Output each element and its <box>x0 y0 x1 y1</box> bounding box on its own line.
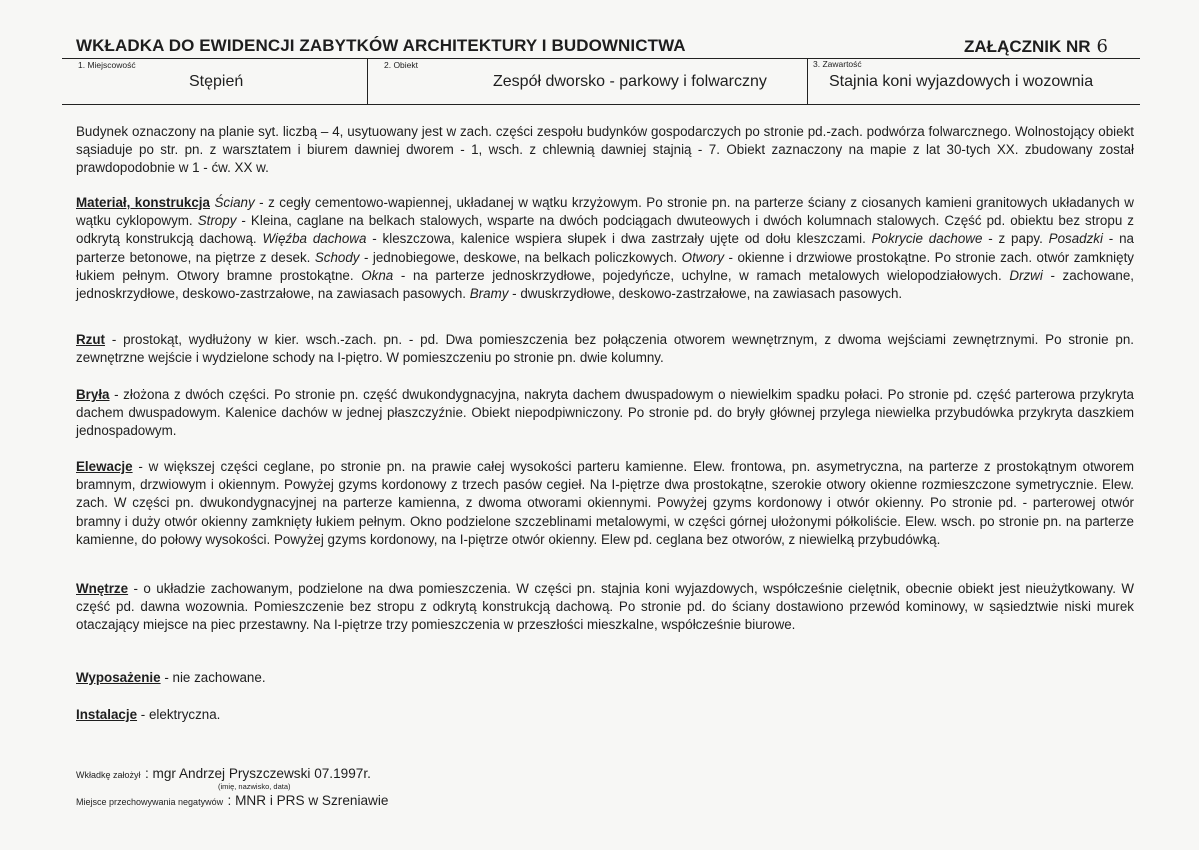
annex-label-text: ZAŁĄCZNIK NR <box>964 37 1091 56</box>
term-text: - na parterze jednoskrzydłowe, pojedyńcze, uchylne, w ramach metalowych wielopodziałowych. <box>393 267 1010 283</box>
term: Stropy <box>197 213 237 229</box>
object-value: Zespół dworsko - parkowy i folwarczny <box>493 73 767 90</box>
term-text: - okienne i drzwiowe prostokątne. Po stronie zach. otwór zamknięty łukiem pełnym. Otwory bramne prostokątne. <box>76 249 1134 283</box>
term-text: - Kleina, caglane na belkach stalowych, wsparte na dwóch podciągach dwuteowych i dwóch kolumnach stalowych. Część pd. obiektu bez stropu z odkrytą konstrukcją dachową. <box>76 213 1134 247</box>
field-divider-1 <box>367 58 368 104</box>
term: Okna <box>361 267 394 283</box>
term-text: - kleszczowa, kalenice wspiera słupek i dwa zastrzały ujęte od dołu kleszczami. <box>366 231 872 247</box>
term-text: - jednobiegowe, deskowe, na belkach policzkowych. <box>359 249 682 265</box>
section-heading: Instalacje <box>76 707 138 722</box>
author-value: : mgr Andrzej Pryszczewski 07.1997r. <box>144 766 371 781</box>
section-rzut <box>76 331 1134 367</box>
header-top-rule <box>62 58 1140 59</box>
storage-line <box>76 792 388 810</box>
annex-number: 6 <box>1096 36 1108 57</box>
intro-paragraph: Budynek oznaczony na planie syt. liczbą – 4, usytuowany jest w zach. części zespołu budynków gospodarczych po stronie pd.-zach. podwórza folwarcznego. Wolnostojący obiekt sąsiaduje po str. pn. z warsztatem i biurem dawniej dworem - 1, wsch. z chlewnią dawniej stajnią - 7. Obiekt zaznaczony na mapie z lat 30-tych XX. zbudowany został prawdopodobnie w 1 - ćw. XX w. <box>76 124 1134 176</box>
section-heading: Wyposażenie <box>76 670 161 685</box>
term-text: - dwuskrzydłowe, deskowo-zastrzałowe, na zawiasach pasowych. <box>508 286 903 302</box>
term: Pokrycie dachowe <box>871 231 983 247</box>
section-heading: Elewacje <box>76 459 133 474</box>
locality-value: Stępień <box>189 73 244 90</box>
term: Więźba dachowa <box>262 231 367 247</box>
header-bottom-rule <box>62 104 1140 105</box>
term-text: - na parterze betonowe, na piętrze z desek. <box>76 231 1134 265</box>
section-heading: Wnętrze <box>76 581 129 596</box>
section-text: - w większej części ceglane, po stronie pn. na prawie całej wysokości parteru kamienne. Elew. frontowa, pn. asymetryczna, na parterze z prostokątnym otworem bramnym, drzwiowym i okiennym. Powyżej gzyms kordonowy z trzech pasów cegieł. Na I-piętrze dwa prostokątne, szerokie otwory okienne rozmieszczone symetrycznie. Elew. zach. W części pn. dwukondygnacyjnej na parterze kamienna, z dwoma otworami okiennymi. Powyżej gzyms kordonowy i otwór okienny. Po stronie pd. - parterowej otwór bramny i duży otwór okienny zamknięty łukiem pełnym. Okno podzielone szczeblinami metalowymi, w części górnej ułożonymi półkoliście. Elew. wsch. po stronie pn. na parterze kamienne, do połowy wysokości. Powyżej gzyms kordonowy, na I-piętrze otwór okienny. Elew pd. ceglana bez otworów, z niewielką przybudówką. <box>76 459 1134 547</box>
section-bryla <box>76 386 1134 441</box>
section-instalacje <box>76 706 1134 724</box>
term-text: - z papy. <box>982 231 1049 247</box>
term: Schody <box>314 249 360 265</box>
field-divider-2 <box>807 58 808 104</box>
author-hint: (imię, nazwisko, data) <box>218 782 291 791</box>
content-label: 3. Zawartość <box>813 59 862 69</box>
section-text: - o układzie zachowanym, podzielone na dwa pomieszczenia. W części pn. stajnia koni wyjazdowych, współcześnie cielętnik, obecnie obiekt jest nieużytkowany. W część pd. dawna wozownia. Pomieszczenie bez stropu z odkrytą konstrukcją dachową. Po stronie pd. do ściany dostawiono przewód kominowy, w sąsiedztwie niski murek otaczający miejsce na piec przestawny. Na I-piętrze trzy pomieszczenia w przeszłości mieszkalne, współcześnie biurowe. <box>76 581 1134 633</box>
object-label: 2. Obiekt <box>384 60 419 70</box>
section-wyposazenie <box>76 669 1134 687</box>
section-heading: Materiał, konstrukcja <box>76 195 210 210</box>
term-text: - z cegły cementowo-wapiennej, układanej w wątku krzyżowym. Po stronie pn. na parterze ściany z ciosanych kamieni granitowych układanych w wątku cyklopowym. <box>76 195 1134 229</box>
section-heading: Rzut <box>76 332 106 347</box>
storage-value: : MNR i PRS w Szreniawie <box>227 793 389 808</box>
term: Bramy <box>469 286 509 302</box>
content-value: Stajnia koni wyjazdowych i wozownia <box>829 73 1094 90</box>
document-title: WKŁADKA DO EWIDENCJI ZABYTKÓW ARCHITEKTURY I BUDOWNICTWA <box>76 36 686 55</box>
author-line <box>76 765 371 783</box>
section-wnetrze <box>76 580 1134 635</box>
section-material <box>76 194 1134 303</box>
term: Otwory <box>681 249 725 265</box>
storage-label: Miejsce przechowywania negatywów <box>76 797 224 807</box>
section-text: - elektryczna. <box>137 707 221 722</box>
section-text: - złożona z dwóch części. Po stronie pn. część dwukondygnacyjna, nakryta dachem dwuspadowym o niewielkim spadku połaci. Po stronie pd. część parterowa przykryta dachem dwuspadowym. Kalenice dachów w jednej płaszczyźnie. Obiekt niepodpiwniczony. Po stronie pd. do bryły głównej przylega niewielka przybudówka przykryta daszkiem jednospadowym. <box>76 387 1134 439</box>
section-text: - nie zachowane. <box>160 670 266 685</box>
locality-label: 1. Miejscowość <box>78 60 136 70</box>
author-label: Wkładkę założył <box>76 770 141 780</box>
term-text: - zachowane, jednoskrzydłowe, deskowo-zastrzałowe, na zawiasach pasowych. <box>76 267 1134 302</box>
section-heading: Bryła <box>76 387 110 402</box>
annex-label <box>964 36 1108 57</box>
term: Ściany <box>214 195 255 210</box>
term: Drzwi <box>1009 267 1043 283</box>
section-elewacje <box>76 458 1134 549</box>
section-text: - prostokąt, wydłużony w kier. wsch.-zach. pn. - pd. Dwa pomieszczenia bez połączenia otworem wewnętrznym, z dwoma wejściami zewnętrznymi. Po stronie pn. zewnętrzne wejście i wydzielone schody na I-piętro. W pomieszczeniu po stronie pn. dwie kolumny. <box>76 332 1134 366</box>
term: Posadzki <box>1048 231 1103 247</box>
